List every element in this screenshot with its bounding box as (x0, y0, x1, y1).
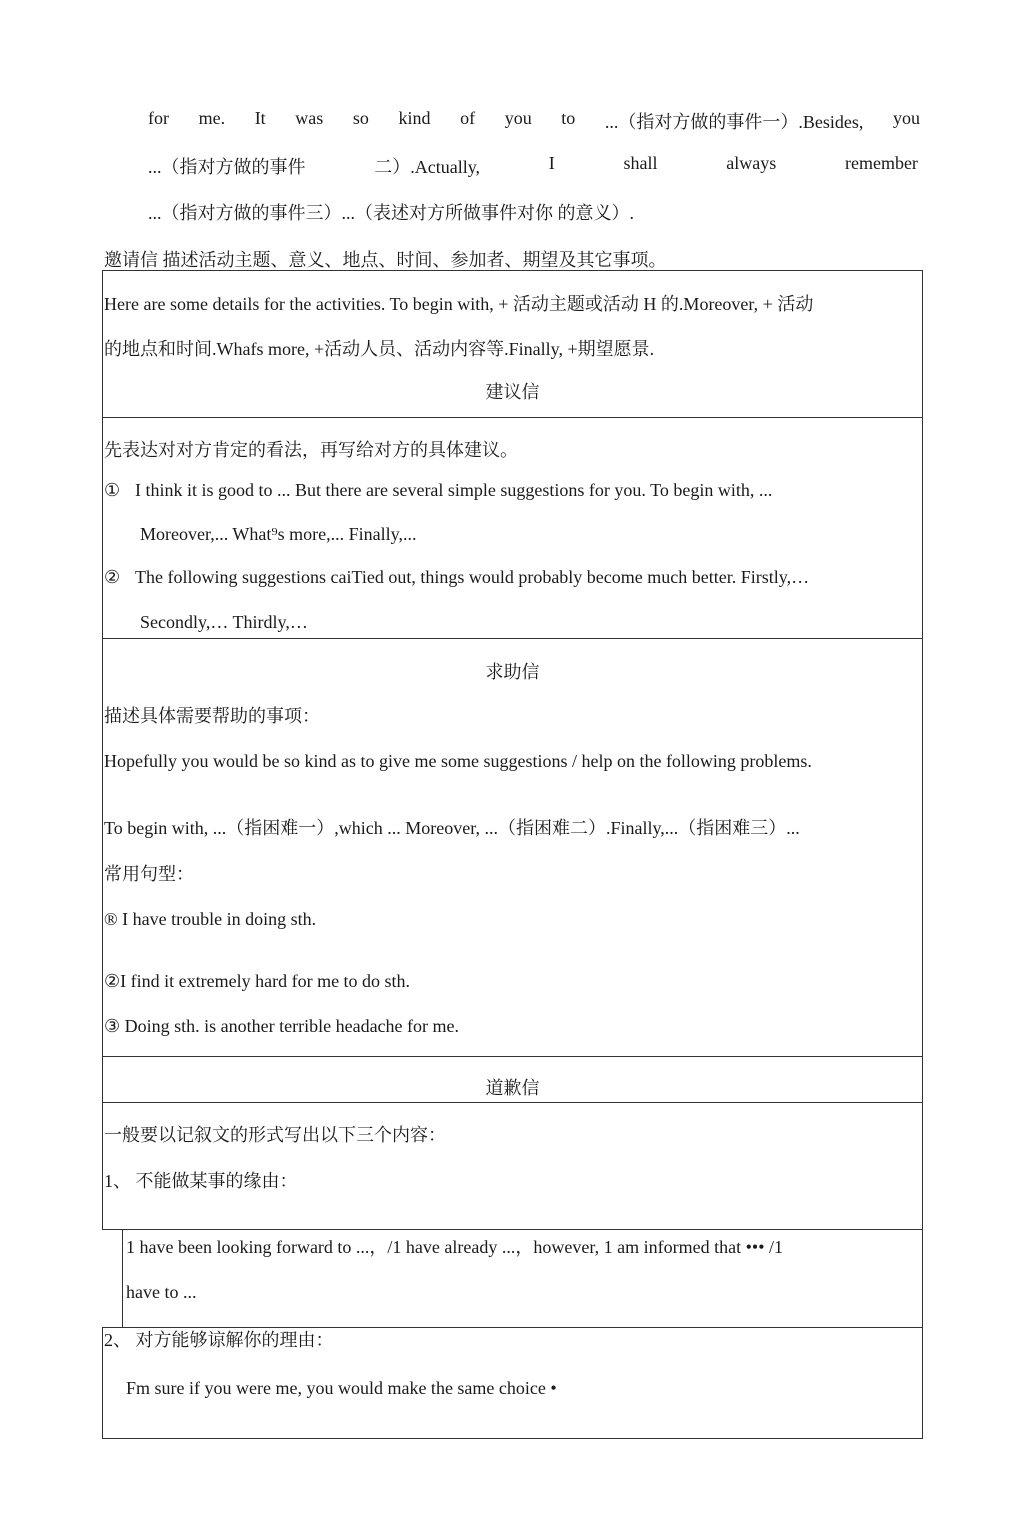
help-pattern-3: ③ Doing sth. is another terrible headache for me. (104, 1016, 460, 1036)
help-line-1: Hopefully you would be so kind as to give me some suggestions / help on the following problems. (104, 751, 812, 771)
intro-word: 二）.Actually, (374, 157, 481, 177)
intro-word: me. (198, 108, 226, 128)
suggestion-item-2-number: ② (104, 567, 121, 587)
help-line-2: To begin with, ...（指困难一）,which ... Moreover, ...（指困难二）.Finally,...（指困难三）... (104, 818, 800, 838)
apology-point-2: 2、 对方能够谅解你的理由： (104, 1330, 334, 1350)
apology-title: 道歉信 (485, 1078, 540, 1098)
suggestion-item-1-number: ① (104, 480, 121, 500)
intro-line-3: ...（指对方做的事件三）...（表述对方所做事件对你 的意义）. (148, 203, 634, 223)
intro-word: for (148, 108, 169, 128)
intro-word: always (726, 153, 777, 173)
suggestion-item-1-text: I think it is good to ... But there are several simple suggestions for you. To begin with, ... (135, 480, 773, 500)
apology-point-1: 1、 不能做某事的缘由： (104, 1171, 298, 1191)
intro-word: shall (623, 153, 658, 173)
intro-word: you (504, 108, 532, 128)
intro-word: was (295, 108, 324, 128)
intro-word: so (352, 108, 369, 128)
intro-word: ...（指对方做的事件一）.Besides, (604, 112, 864, 132)
apology-point-2-line: Fm sure if you were me, you would make the same choice • (126, 1378, 557, 1398)
invitation-heading: 邀请信 描述活动主题、意义、地点、时间、参加者、期望及其它事项。 (104, 250, 667, 270)
intro-word: ...（指对方做的事件 (148, 157, 306, 177)
intro-word: kind (398, 108, 431, 128)
intro-line-1 (148, 108, 920, 134)
apology-point-1-line-1: 1 have been looking forward to ...，/1 have already ...，however, 1 am informed that ••• /1 (126, 1237, 783, 1257)
suggestion-item-1-continuation: Moreover,... What⁹s more,... Finally,... (140, 524, 417, 544)
suggestion-item-2-continuation: Secondly,… Thirdly,… (140, 612, 308, 632)
intro-word: remember (844, 153, 918, 173)
intro-line-2 (148, 153, 918, 179)
apology-intro: 一般要以记叙文的形式写出以下三个内容： (104, 1125, 446, 1145)
intro-word: you (892, 108, 920, 128)
apology-point-1-line-2: have to ... (126, 1282, 197, 1302)
suggestion-title: 建议信 (485, 382, 540, 402)
invitation-line-2: 的地点和时间.Whafs more, +活动人员、活动内容等.Finally, +期望愿景. (104, 339, 655, 359)
help-title: 求助信 (485, 662, 540, 682)
invitation-line-1: Here are some details for the activities. To begin with, + 活动主题或活动 H 的.Moreover, + 活动 (104, 294, 814, 314)
suggestion-item-2-text: The following suggestions caiTied out, things would probably become much better. Firstly,… (135, 567, 810, 587)
intro-word: to (561, 108, 576, 128)
intro-word: I (548, 153, 555, 173)
help-intro: 描述具体需要帮助的事项： (104, 706, 320, 726)
help-patterns-label: 常用句型： (104, 864, 194, 884)
help-pattern-1: ® I have trouble in doing sth. (104, 909, 317, 929)
help-box (102, 638, 923, 1057)
suggestion-intro: 先表达对对方肯定的看法，再写给对方的具体建议。 (104, 440, 518, 460)
help-pattern-2: ②I find it extremely hard for me to do sth. (104, 971, 411, 991)
intro-word: of (460, 108, 476, 128)
intro-word: It (254, 108, 266, 128)
